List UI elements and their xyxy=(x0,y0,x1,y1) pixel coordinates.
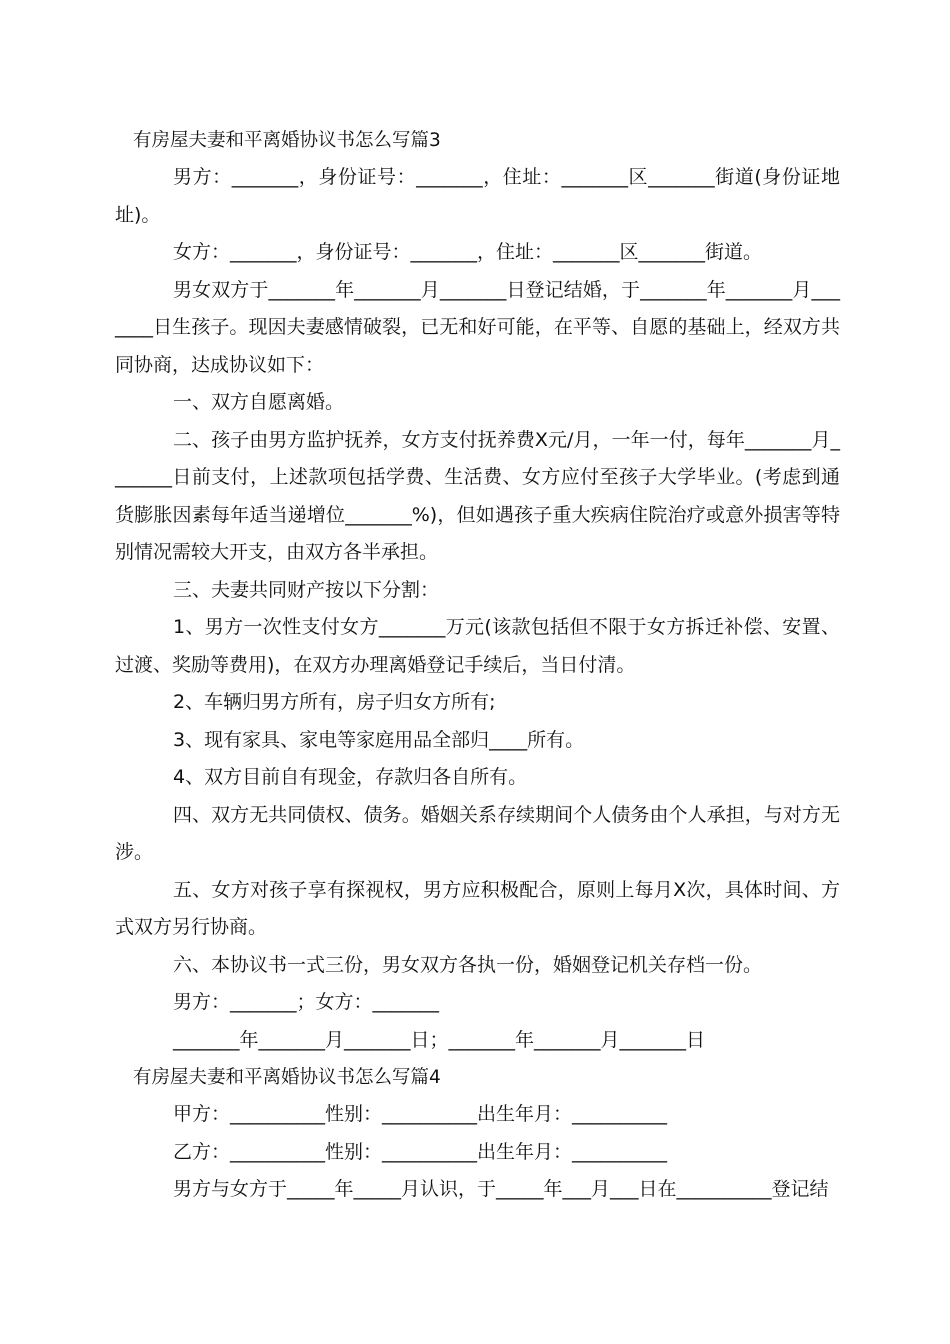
property-item-1: 1、男方一次性支付女方_______万元(该款包括但不限于女方拆迁补偿、安置、过渡、奖励等费用)，在双方办理离婚登记手续后，当日付清。 xyxy=(115,616,840,676)
property-item-4: 4、双方目前自有现金，存款归各自所有。 xyxy=(173,766,528,788)
marriage-background-paragraph: 男女双方于_______年_______月_______日登记结婚，于_______年_______月_______日生孩子。现因夫妻感情破裂，已无和好可能，在平等、自愿的基础上，经双方共同协商，达成协议如下： xyxy=(115,278,840,376)
party-a-line: 甲方：__________性别：__________出生年月：__________ xyxy=(173,1103,668,1125)
clause-5-visitation: 五、女方对孩子享有探视权，男方应积极配合，原则上每月X次，具体时间、方式双方另行协商。 xyxy=(115,878,840,938)
party-male-line: 男方：_______，身份证号：_______，住址：_______区_______街道(身份证地址)。 xyxy=(115,166,840,226)
section-3-heading: 有房屋夫妻和平离婚协议书怎么写篇3 xyxy=(133,130,441,151)
clause-1-voluntary-divorce: 一、双方自愿离婚。 xyxy=(173,391,345,413)
clause-2-child-custody: 二、孩子由男方监护抚养，女方支付抚养费X元/月，一年一付，每年_______月_______日前支付，上述款项包括学费、生活费、女方应付至孩子大学毕业。(考虑到通货膨胀因素每年适当递增位_______%)，但如遇孩子重大疾病住院治疗或意外损害等特别情况需较大开支，由双方各半承担。 xyxy=(115,428,840,563)
acquaintance-paragraph: 男方与女方于_____年_____月认识，于_____年___月___日在__________登记结 xyxy=(173,1178,829,1200)
section-4-heading: 有房屋夫妻和平离婚协议书怎么写篇4 xyxy=(133,1067,441,1088)
clause-3-property-division: 三、夫妻共同财产按以下分割： xyxy=(173,578,440,601)
clause-6-copies: 六、本协议书一式三份，男女双方各执一份，婚姻登记机关存档一份。 xyxy=(173,953,763,976)
date-line: _______年_______月_______日；_______年_______月_______日 xyxy=(173,1028,706,1051)
property-item-2: 2、车辆归男方所有，房子归女方所有; xyxy=(173,691,496,713)
document-content xyxy=(115,122,840,1209)
party-female-line: 女方：_______，身份证号：_______，住址：_______区_______街道。 xyxy=(173,241,763,263)
property-item-3: 3、现有家具、家电等家庭用品全部归____所有。 xyxy=(173,728,585,751)
party-b-line: 乙方：__________性别：__________出生年月：__________ xyxy=(173,1140,668,1163)
clause-4-debts: 四、双方无共同债权、债务。婚姻关系存续期间个人债务由个人承担，与对方无涉。 xyxy=(115,803,840,863)
signature-line: 男方：_______；女方：_______ xyxy=(173,991,440,1013)
